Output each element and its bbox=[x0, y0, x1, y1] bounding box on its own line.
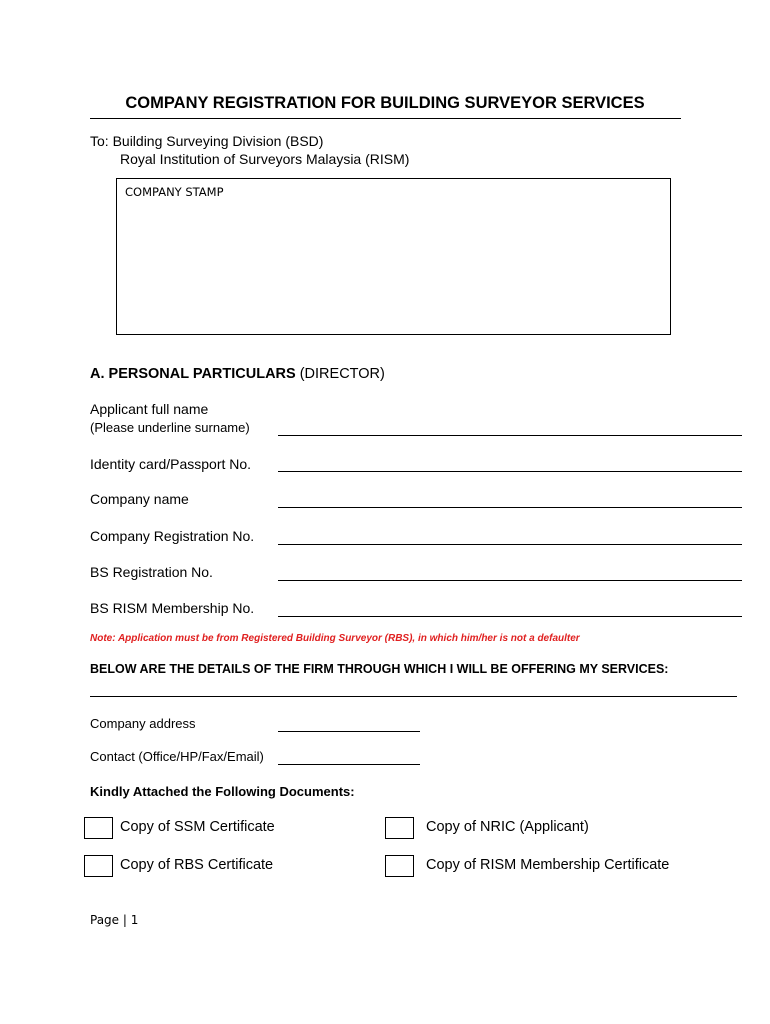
company-name-field[interactable] bbox=[278, 507, 742, 508]
rbs-certificate-checkbox[interactable] bbox=[84, 855, 113, 877]
applicant-note: Note: Application must be from Registered Building Surveyor (RBS), in which him/her is not a defaulter bbox=[90, 633, 580, 644]
bs-rism-field[interactable] bbox=[278, 616, 742, 617]
bs-reg-field[interactable] bbox=[278, 580, 742, 581]
company-reg-field[interactable] bbox=[278, 544, 742, 545]
company-address-field[interactable] bbox=[278, 731, 420, 732]
section-a-suffix: (DIRECTOR) bbox=[295, 366, 385, 382]
contact-label: Contact (Office/HP/Fax/Email) bbox=[90, 749, 264, 764]
full-name-label: Applicant full name bbox=[90, 401, 209, 417]
section-a-heading bbox=[90, 366, 385, 382]
rism-certificate-label: Copy of RISM Membership Certificate bbox=[426, 857, 670, 873]
rism-certificate-checkbox[interactable] bbox=[385, 855, 414, 877]
company-reg-label: Company Registration No. bbox=[90, 528, 255, 544]
section-a-title: A. PERSONAL PARTICULARS bbox=[90, 366, 296, 382]
addressee-line-1: To: Building Surveying Division (BSD) bbox=[90, 133, 324, 149]
ssm-certificate-checkbox[interactable] bbox=[84, 817, 113, 839]
nric-label: Copy of NRIC (Applicant) bbox=[426, 819, 589, 835]
attach-documents-heading: Kindly Attached the Following Documents: bbox=[90, 784, 355, 799]
bs-rism-label: BS RISM Membership No. bbox=[90, 600, 255, 616]
page-title: COMPANY REGISTRATION FOR BUILDING SURVEYOR SERVICES bbox=[125, 94, 645, 112]
firm-heading-divider bbox=[90, 696, 737, 697]
firm-details-heading: BELOW ARE THE DETAILS OF THE FIRM THROUGH WHICH I WILL BE OFFERING MY SERVICES: bbox=[90, 662, 669, 676]
rbs-certificate-label: Copy of RBS Certificate bbox=[120, 857, 274, 873]
full-name-field[interactable] bbox=[278, 435, 742, 436]
nric-checkbox[interactable] bbox=[385, 817, 414, 839]
bs-reg-label: BS Registration No. bbox=[90, 564, 213, 580]
company-stamp-box[interactable] bbox=[116, 178, 671, 335]
contact-field[interactable] bbox=[278, 764, 420, 765]
company-stamp-label: COMPANY STAMP bbox=[125, 185, 224, 199]
full-name-hint: (Please underline surname) bbox=[90, 420, 250, 435]
page-number: Page | 1 bbox=[90, 913, 139, 927]
company-address-label: Company address bbox=[90, 716, 196, 731]
ic-passport-field[interactable] bbox=[278, 471, 742, 472]
ssm-certificate-label: Copy of SSM Certificate bbox=[120, 819, 275, 835]
title-divider bbox=[90, 118, 681, 119]
company-name-label: Company name bbox=[90, 491, 189, 507]
ic-passport-label: Identity card/Passport No. bbox=[90, 456, 252, 472]
addressee-line-2: Royal Institution of Surveyors Malaysia (RISM) bbox=[120, 151, 410, 167]
